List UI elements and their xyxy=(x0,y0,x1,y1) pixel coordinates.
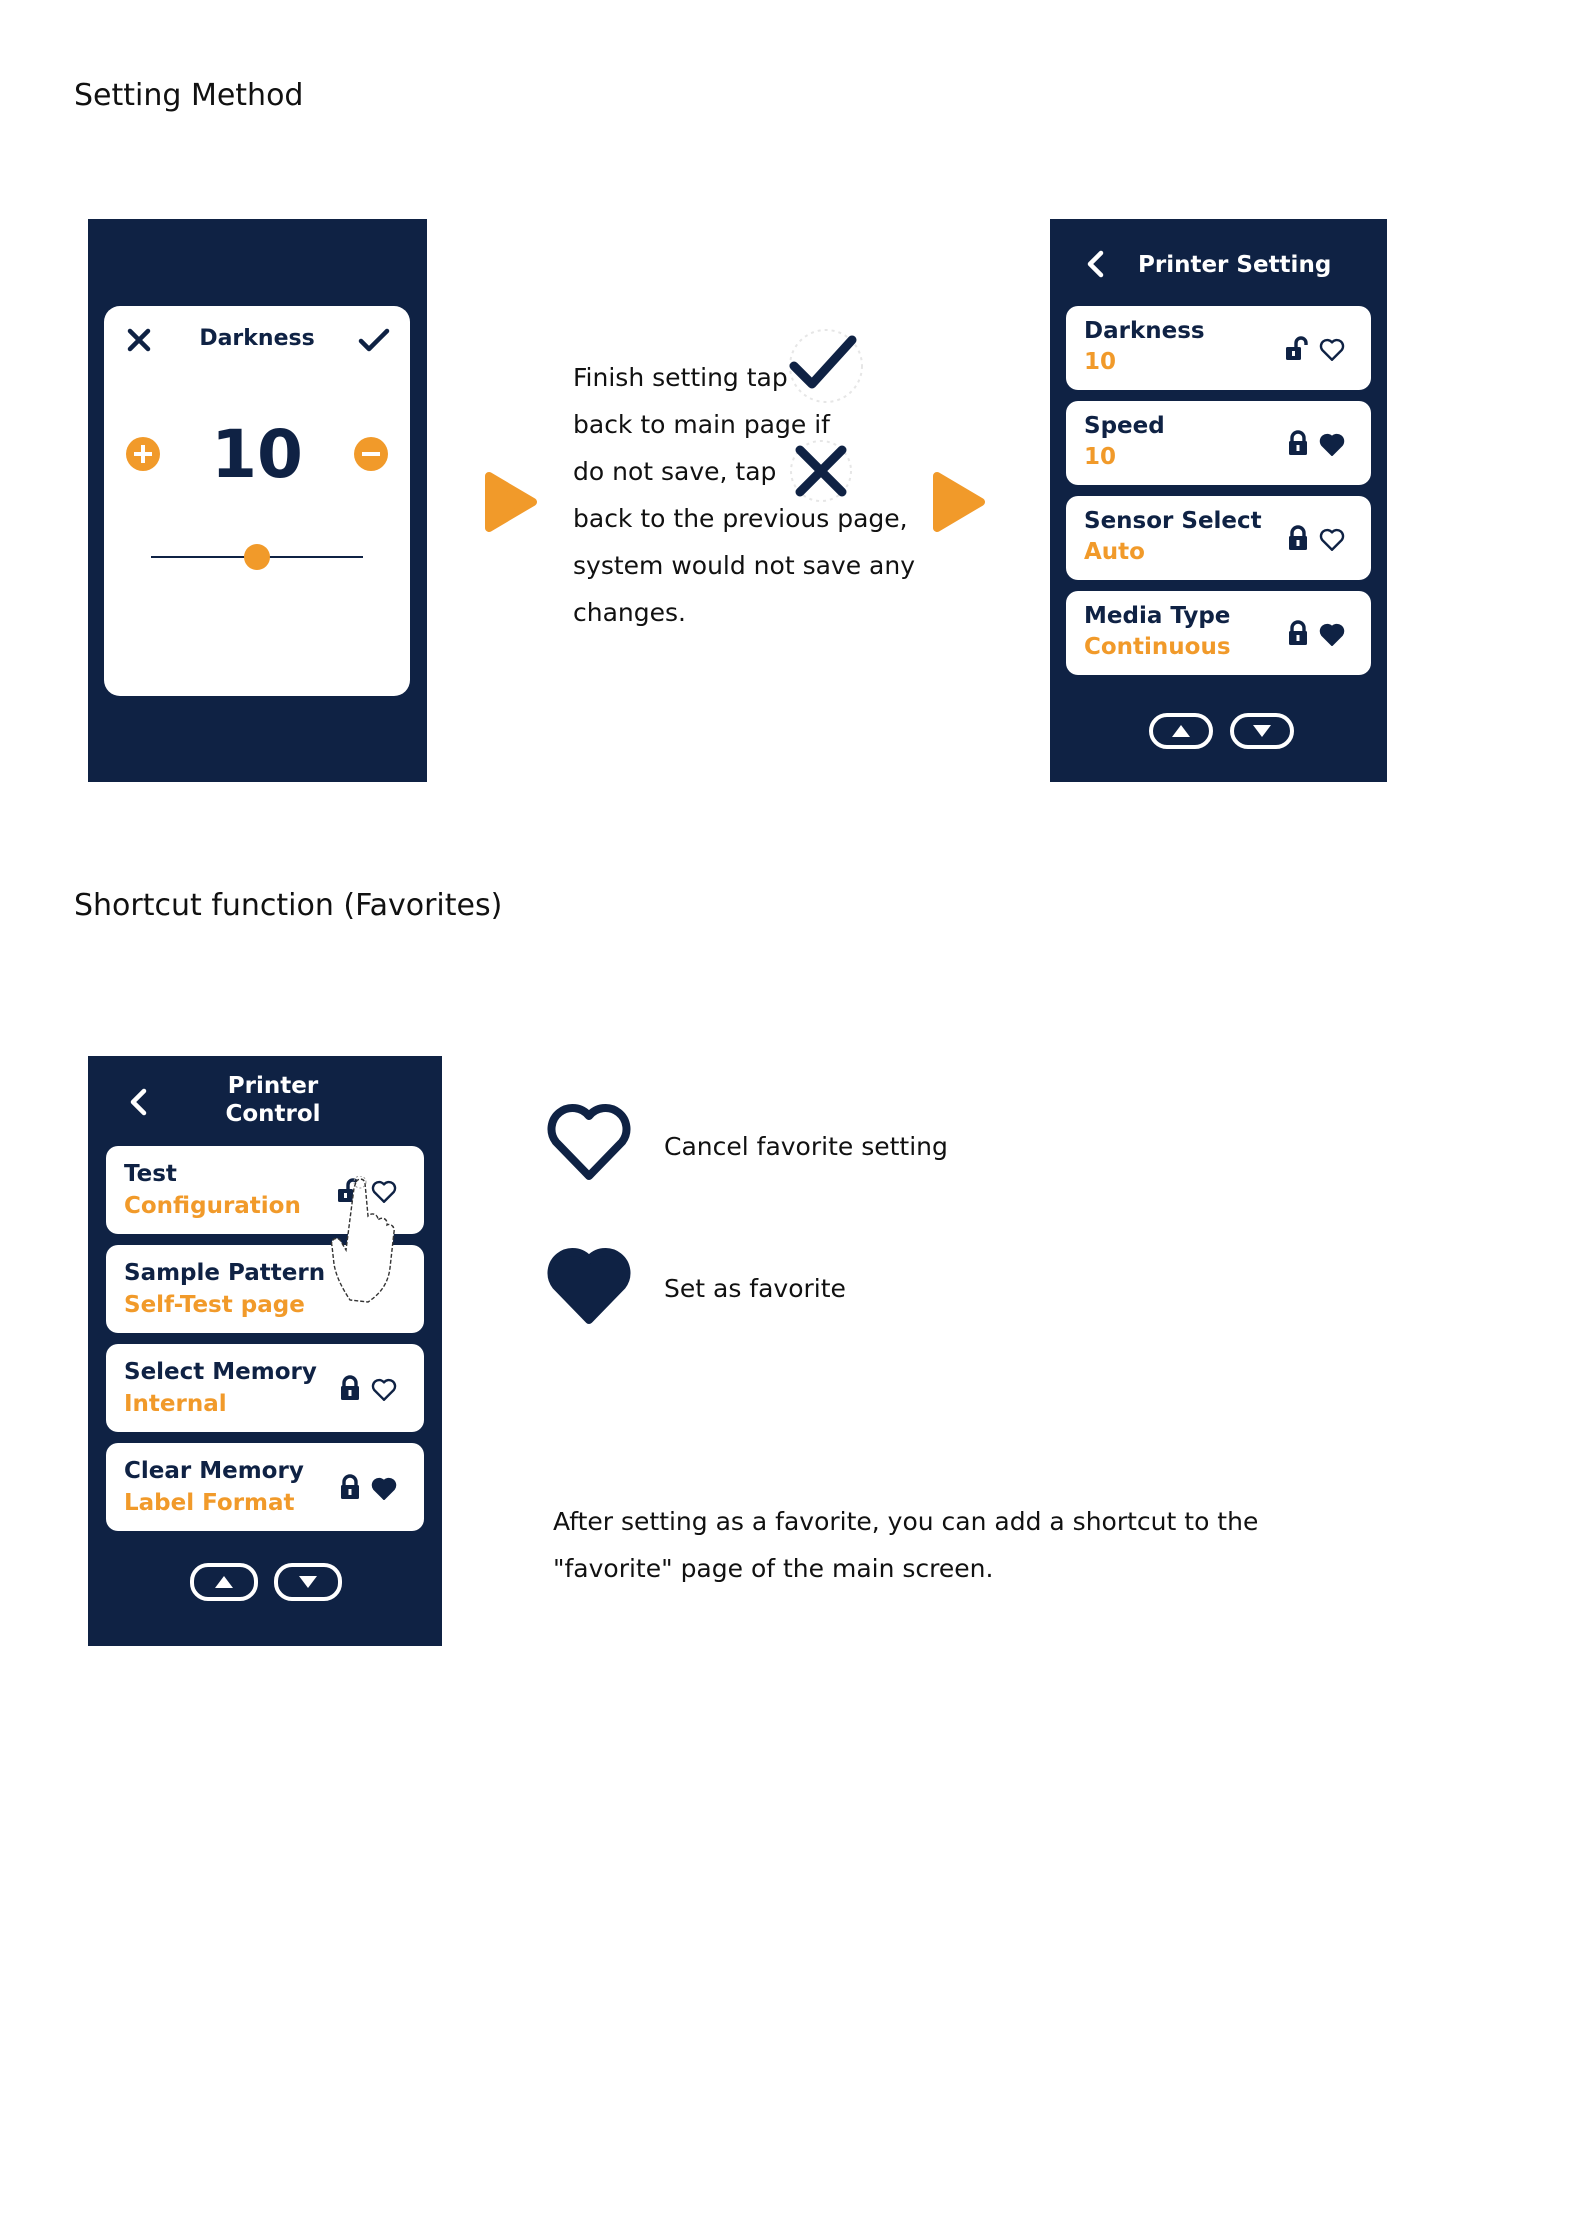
screen-title xyxy=(188,1072,358,1128)
heart-filled-icon[interactable] xyxy=(1319,433,1345,457)
heart-outline-icon[interactable] xyxy=(1319,338,1345,362)
control-value: Self-Test page xyxy=(124,1292,305,1318)
heart-outline-icon[interactable] xyxy=(1319,528,1345,552)
setting-label: Media Type xyxy=(1084,603,1231,629)
close-icon[interactable] xyxy=(126,327,152,353)
instruction-line-3: do not save, tap xyxy=(573,457,777,486)
control-label: Test xyxy=(124,1161,177,1187)
heart-filled-icon[interactable] xyxy=(371,1477,397,1501)
slider-knob[interactable] xyxy=(244,544,270,570)
control-label: Select Memory xyxy=(124,1359,317,1385)
screen-title-line-1: Printer xyxy=(227,1073,319,1099)
scroll-up-button[interactable] xyxy=(1149,713,1213,749)
printer-control-screen xyxy=(88,1056,442,1646)
legend-set-label: Set as favorite xyxy=(664,1274,846,1303)
control-value: Configuration xyxy=(124,1193,301,1219)
setting-row-media-type[interactable] xyxy=(1066,591,1371,675)
legend-cancel-label: Cancel favorite setting xyxy=(664,1132,948,1161)
screen-title: Printer Setting xyxy=(1138,252,1332,278)
setting-value: Continuous xyxy=(1084,634,1231,660)
setting-label: Darkness xyxy=(1084,318,1205,344)
setting-row-darkness[interactable] xyxy=(1066,306,1371,390)
triangle-up-icon xyxy=(214,1575,234,1589)
setting-value: 10 xyxy=(1084,444,1117,470)
setting-label: Sensor Select xyxy=(1084,508,1262,534)
back-icon[interactable] xyxy=(128,1087,148,1117)
check-icon[interactable] xyxy=(358,327,390,353)
lock-icon[interactable] xyxy=(340,1375,360,1401)
instruction-line-5: system would not save any xyxy=(573,551,915,580)
tapping-hand-icon xyxy=(328,1176,398,1306)
next-arrow-icon xyxy=(481,470,539,534)
instruction-line-6: changes. xyxy=(573,598,686,627)
heart-filled-icon xyxy=(544,1244,634,1328)
printer-setting-screen xyxy=(1050,219,1387,782)
darkness-dialog xyxy=(104,306,410,696)
scroll-up-button[interactable] xyxy=(190,1563,258,1601)
note-line-2: "favorite" page of the main screen. xyxy=(553,1554,994,1583)
triangle-down-icon xyxy=(298,1575,318,1589)
triangle-down-icon xyxy=(1252,724,1272,738)
control-row-select-memory[interactable] xyxy=(106,1344,424,1432)
lock-icon[interactable] xyxy=(340,1474,360,1500)
back-icon[interactable] xyxy=(1085,249,1105,279)
increase-button[interactable] xyxy=(126,437,160,471)
unlock-icon[interactable] xyxy=(1284,336,1310,362)
scroll-down-button[interactable] xyxy=(1230,713,1294,749)
lock-icon[interactable] xyxy=(1288,525,1308,551)
decrease-button[interactable] xyxy=(354,437,388,471)
check-icon xyxy=(786,326,864,406)
darkness-value: 10 xyxy=(211,416,303,493)
setting-row-speed[interactable] xyxy=(1066,401,1371,485)
lock-icon[interactable] xyxy=(1288,620,1308,646)
note-line-1: After setting as a favorite, you can add a shortcut to the xyxy=(553,1507,1259,1536)
close-icon xyxy=(788,438,854,504)
screen-title-line-2: Control xyxy=(225,1101,321,1127)
control-label: Clear Memory xyxy=(124,1458,304,1484)
heart-outline-icon xyxy=(544,1100,634,1184)
instruction-line-2: back to main page if xyxy=(573,410,830,439)
control-value: Internal xyxy=(124,1391,227,1417)
setting-row-sensor-select[interactable] xyxy=(1066,496,1371,580)
section-title-shortcut-function: Shortcut function (Favorites) xyxy=(74,888,503,923)
next-arrow-icon xyxy=(929,470,987,534)
instruction-line-1: Finish setting tap xyxy=(573,363,788,392)
dialog-title: Darkness xyxy=(199,326,315,351)
control-label: Sample Pattern xyxy=(124,1260,326,1286)
heart-outline-icon[interactable] xyxy=(371,1378,397,1402)
instruction-line-4: back to the previous page, xyxy=(573,504,908,533)
control-row-clear-memory[interactable] xyxy=(106,1443,424,1531)
setting-value: Auto xyxy=(1084,539,1145,565)
heart-filled-icon[interactable] xyxy=(1319,623,1345,647)
triangle-up-icon xyxy=(1171,724,1191,738)
control-value: Label Format xyxy=(124,1490,295,1516)
darkness-screen xyxy=(88,219,427,782)
setting-label: Speed xyxy=(1084,413,1165,439)
setting-value: 10 xyxy=(1084,349,1117,375)
section-title-setting-method: Setting Method xyxy=(74,78,304,113)
lock-icon[interactable] xyxy=(1288,430,1308,456)
scroll-down-button[interactable] xyxy=(274,1563,342,1601)
